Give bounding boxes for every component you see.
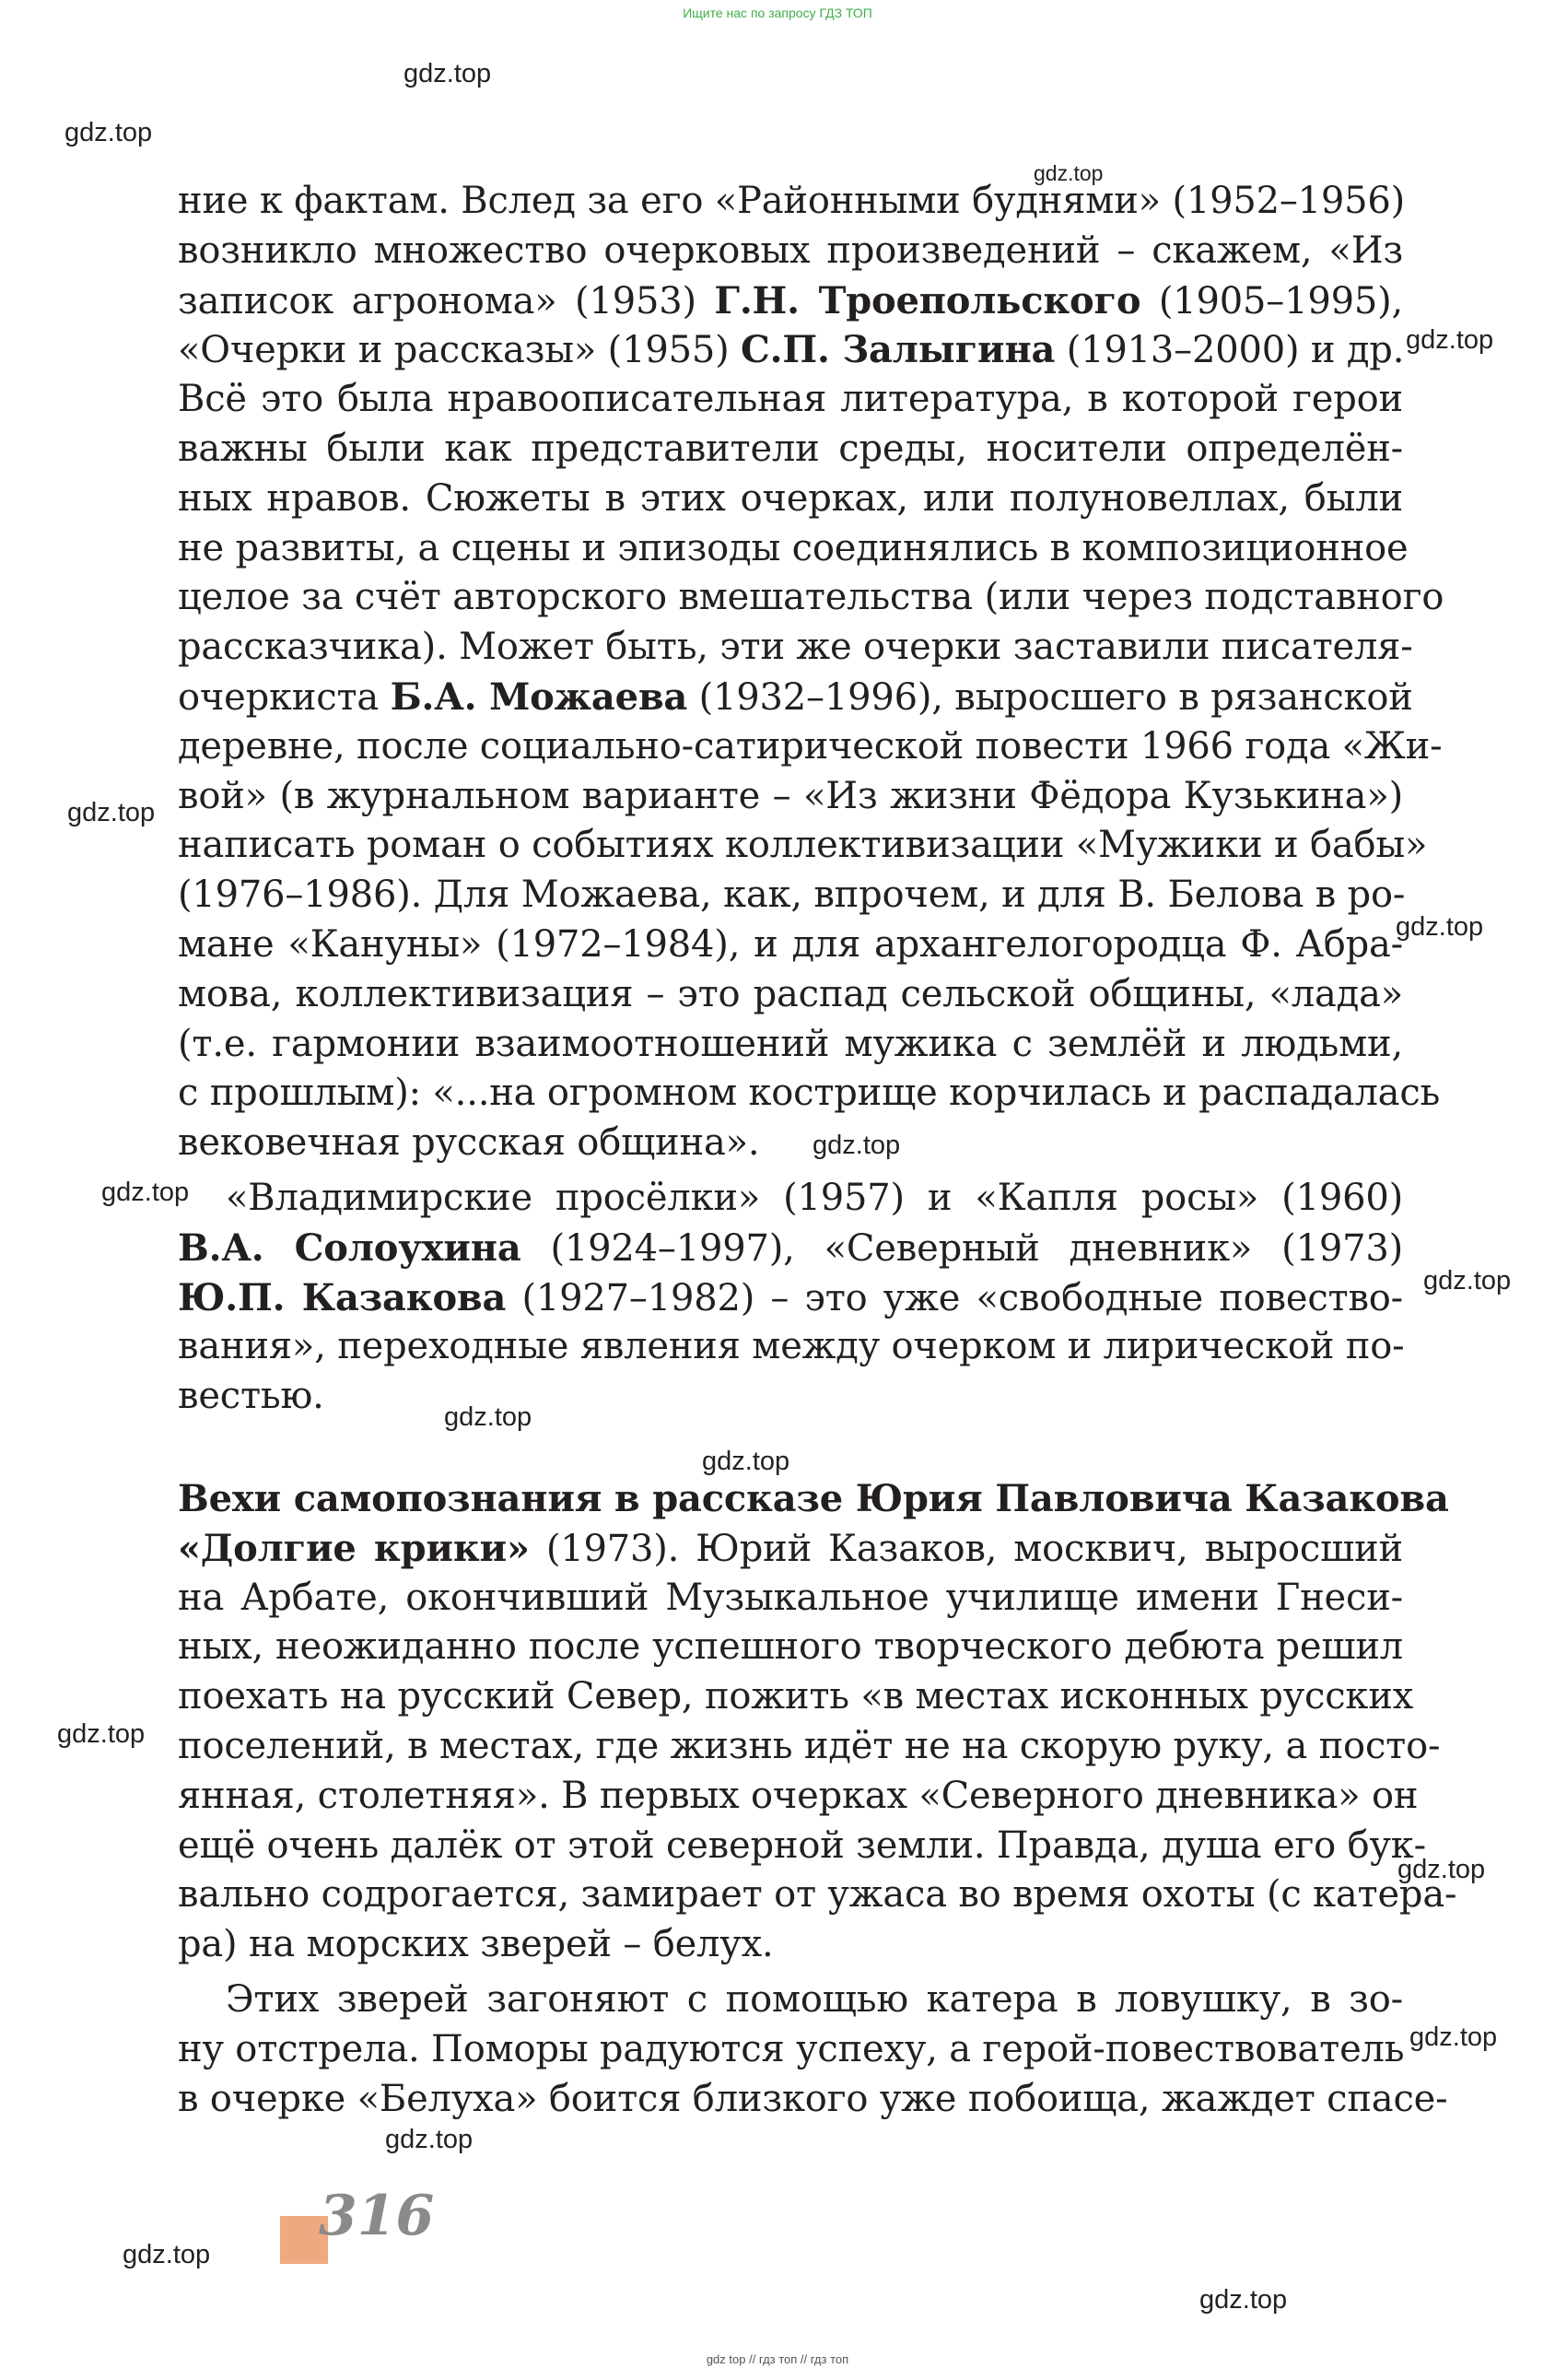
top-banner: Ищите нас по запросу ГДЗ ТОП — [683, 6, 872, 20]
text-segment: рассказчика). Может быть, эти же очерки заставили писателя- — [178, 626, 1413, 669]
text-segment: вания», переходные явления между очерком и лирической по- — [178, 1325, 1405, 1368]
text-segment: очеркиста — [178, 675, 391, 719]
text-segment: «Владимирские просёлки» (1957) и «Капля росы» (1960) — [226, 1177, 1403, 1219]
text-segment: важны были как представители среды, носители определён- — [178, 427, 1403, 470]
text-segment: (1913–2000) и др. — [1055, 329, 1405, 372]
bold-segment: Г.Н. Троепольского — [714, 278, 1141, 322]
text-line — [178, 573, 1444, 623]
text-segment: янная, столетняя». В первых очерках «Северного дневника» он — [178, 1774, 1419, 1817]
text-line — [178, 227, 1403, 276]
text-line — [178, 1069, 1441, 1119]
text-segment: ние к фактам. Вслед за его «Районными буднями» (1952–1956) — [178, 180, 1406, 222]
text-segment: поехать на русский Север, пожить «в местах исконных русских — [178, 1675, 1414, 1718]
watermark: gdz.top — [444, 1402, 532, 1432]
watermark: gdz.top — [101, 1178, 190, 1207]
watermark: gdz.top — [1396, 912, 1484, 942]
text-segment: в очерке «Белуха» боится близкого уже побоища, жаждет спасе- — [178, 2077, 1448, 2120]
text-segment: с прошлым): «...на огромном кострище корчилась и распадалась — [178, 1072, 1441, 1115]
text-segment: (т.е. гармонии взаимоотношений мужика с землёй и людьми, — [178, 1022, 1403, 1065]
text-segment: (1927–1982) – это уже «свободные повество- — [506, 1276, 1403, 1319]
watermark: gdz.top — [1423, 1266, 1512, 1296]
bold-segment: «Долгие крики» — [178, 1526, 530, 1570]
watermark: gdz.top — [702, 1447, 790, 1476]
text-segment: возникло множество очерковых произведений – скажем, «Из — [178, 229, 1403, 272]
text-line — [178, 1322, 1403, 1372]
text-segment: деревне, после социально-сатирической повести 1966 года «Жи- — [178, 724, 1443, 768]
text-segment: ных нравов. Сюжеты в этих очерках, или полуновеллах, были — [178, 476, 1403, 520]
text-line — [178, 1976, 1403, 2025]
text-segment: вестью. — [178, 1375, 324, 1418]
text-line — [178, 970, 1403, 1020]
bottom-banner: gdz top // гдз топ // гдз топ — [706, 2352, 849, 2366]
page-number: 316 — [319, 2184, 435, 2248]
text-segment: (1932–1996), выросшего в рязанской — [687, 675, 1413, 719]
text-line — [178, 1822, 1426, 1871]
bold-segment: Ю.П. Казакова — [178, 1275, 507, 1319]
bold-segment: Вехи самопознания в рассказе Юрия Павловича Казакова — [178, 1477, 1449, 1520]
text-segment: мова, коллективизация – это распад сельской общины, «лада» — [178, 972, 1403, 1015]
text-segment: «Очерки и рассказы» (1955) — [178, 329, 742, 372]
text-line — [178, 1273, 1403, 1323]
text-line — [178, 1772, 1419, 1822]
text-line — [178, 1474, 1449, 1524]
text-line — [178, 821, 1428, 871]
text-segment: (1905–1995), — [1140, 279, 1404, 322]
text-segment: целое за счёт авторского вмешательства (или через подставного — [178, 576, 1444, 619]
bold-segment: Б.А. Можаева — [390, 674, 688, 719]
text-line — [178, 722, 1443, 772]
text-line — [178, 673, 1413, 722]
text-segment: ещё очень далёк от этой северной земли. Правда, душа его бук- — [178, 1823, 1426, 1867]
bold-segment: В.А. Солоухина — [178, 1225, 521, 1270]
text-segment: вековечная русская община». — [178, 1121, 760, 1165]
text-line — [178, 1722, 1441, 1772]
text-segment: Этих зверей загоняют с помощью катера в ловушку, в зо- — [226, 1978, 1403, 2021]
watermark: gdz.top — [1199, 2285, 1288, 2315]
text-line — [178, 1174, 1403, 1224]
text-segment: записок агронома» (1953) — [178, 279, 715, 322]
text-segment: мане «Кануны» (1972–1984), и для архангелогородца Ф. Абра- — [178, 922, 1403, 966]
text-line — [178, 1672, 1414, 1722]
watermark: gdz.top — [1034, 161, 1104, 185]
text-line — [178, 871, 1406, 920]
text-line — [178, 920, 1403, 970]
text-segment: написать роман о событиях коллективизации «Мужики и бабы» — [178, 824, 1428, 867]
text-line — [178, 524, 1409, 574]
text-line — [178, 1524, 1403, 1574]
text-line — [178, 375, 1403, 425]
text-line — [178, 1020, 1403, 1070]
text-line — [178, 177, 1406, 227]
watermark: gdz.top — [64, 118, 153, 147]
watermark: gdz.top — [1409, 2022, 1498, 2052]
bold-segment: С.П. Залыгина — [741, 328, 1056, 372]
text-line — [178, 1920, 1403, 1970]
paragraph-2 — [178, 1174, 1403, 1422]
text-segment: ну отстрела. Поморы радуются успеху, а герой-повествователь — [178, 2027, 1405, 2070]
paragraph-4 — [178, 1976, 1448, 2124]
text-segment: ра) на морских зверей – белух. — [178, 1923, 774, 1966]
text-line — [178, 1224, 1403, 1273]
text-line — [178, 2075, 1448, 2125]
text-segment: (1924–1997), «Северный дневник» (1973) — [520, 1226, 1403, 1270]
watermark: gdz.top — [1406, 325, 1494, 355]
text-line — [178, 475, 1403, 524]
text-segment: (1973). Юрий Казаков, москвич, выросший — [529, 1527, 1403, 1570]
text-line — [178, 1623, 1403, 1672]
text-segment: вой» (в журнальном варианте – «Из жизни Фёдора Кузькина») — [178, 774, 1403, 817]
text-line — [178, 1574, 1403, 1624]
watermark: gdz.top — [57, 1719, 146, 1749]
text-line — [178, 425, 1403, 475]
watermark: gdz.top — [67, 798, 156, 827]
watermark: gdz.top — [1397, 1855, 1486, 1884]
text-segment: Всё это была нравоописательная литература, в которой герои — [178, 378, 1403, 421]
watermark: gdz.top — [385, 2125, 474, 2154]
text-line — [178, 623, 1413, 673]
watermark: gdz.top — [813, 1131, 901, 1160]
text-line — [178, 1372, 1403, 1422]
text-line — [178, 325, 1403, 375]
text-line — [178, 276, 1403, 326]
text-segment: на Арбате, окончивший Музыкальное училище имени Гнеси- — [178, 1576, 1403, 1619]
text-line — [178, 2025, 1403, 2075]
text-segment: (1976–1986). Для Можаева, как, впрочем, и для В. Белова в ро- — [178, 873, 1406, 917]
text-segment: не развиты, а сцены и эпизоды соединялись в композиционное — [178, 526, 1409, 569]
text-segment: ных, неожиданно после успешного творческого дебюта решил — [178, 1625, 1403, 1669]
text-line — [178, 772, 1403, 822]
watermark: gdz.top — [403, 59, 492, 88]
text-segment: поселений, в местах, где жизнь идёт не на скорую руку, а посто- — [178, 1724, 1441, 1767]
watermark: gdz.top — [123, 2240, 211, 2269]
text-line — [178, 1119, 1403, 1168]
text-segment: вально содрогается, замирает от ужаса во время охоты (с катера- — [178, 1873, 1457, 1917]
text-line — [178, 1870, 1457, 1920]
